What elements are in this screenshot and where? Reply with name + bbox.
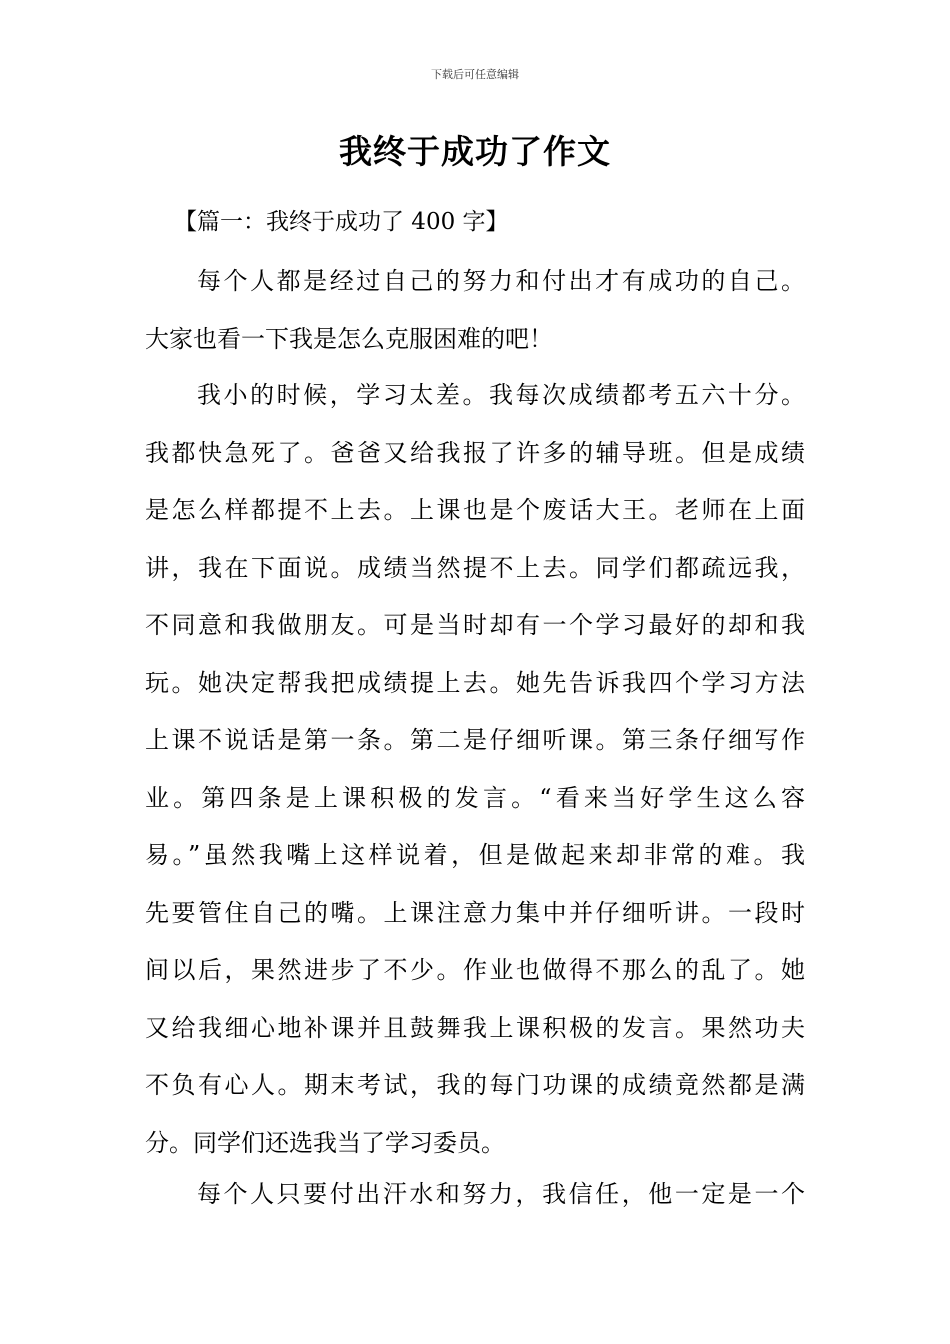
paragraph-line: 我都快急死了。爸爸又给我报了许多的辅导班。但是成绩 — [145, 438, 805, 467]
paragraph-line: 先要管住自己的嘴。上课注意力集中并仔细听讲。一段时 — [145, 898, 805, 927]
paragraph-line: 是怎么样都提不上去。上课也是个废话大王。老师在上面 — [145, 496, 805, 524]
paragraph-line: 讲，我在下面说。成绩当然提不上去。同学们都疏远我， — [145, 553, 805, 582]
paragraph-2 — [145, 377, 805, 1182]
paragraph-line: 不同意和我做朋友。可是当时却有一个学习最好的却和我 — [145, 611, 805, 639]
paragraph-line: 每个人只要付出汗水和努力，我信任，他一定是一个 — [197, 1180, 805, 1208]
paragraph-line: 上课不说话是第一条。第二是仔细听课。第三条仔细写作 — [145, 726, 805, 754]
document-title: 我终于成功了作文 — [339, 132, 611, 171]
paragraph-line: 又给我细心地补课并且鼓舞我上课积极的发言。果然功夫 — [145, 1013, 805, 1042]
paragraph-line: 间以后，果然进步了不少。作业也做得不那么的乱了。她 — [145, 956, 805, 984]
paragraph-line: 玩。她决定帮我把成绩提上去。她先告诉我四个学习方法 — [145, 668, 805, 697]
section-heading: 【篇一：我终于成功了 400 字】 — [174, 209, 509, 235]
paragraph-line: 每个人都是经过自己的努力和付出才有成功的自己。 — [197, 267, 805, 295]
paragraph-3 — [145, 1176, 805, 1234]
header-note: 下载后可任意编辑 — [431, 68, 519, 81]
paragraph-1 — [145, 263, 805, 378]
paragraph-line: 不负有心人。期末考试，我的每门功课的成绩竟然都是满 — [145, 1071, 805, 1099]
paragraph-line: 易。”虽然我嘴上这样说着，但是做起来却非常的难。我 — [145, 841, 805, 869]
paragraph-line: 我小的时候，学习太差。我每次成绩都考五六十分。 — [197, 381, 805, 409]
paragraph-line: 分。同学们还选我当了学习委员。 — [145, 1128, 505, 1157]
paragraph-line: 业。第四条是上课积极的发言。“看来当好学生这么容 — [145, 783, 805, 812]
paragraph-line: 大家也看一下我是怎么克服困难的吧！ — [145, 324, 553, 353]
